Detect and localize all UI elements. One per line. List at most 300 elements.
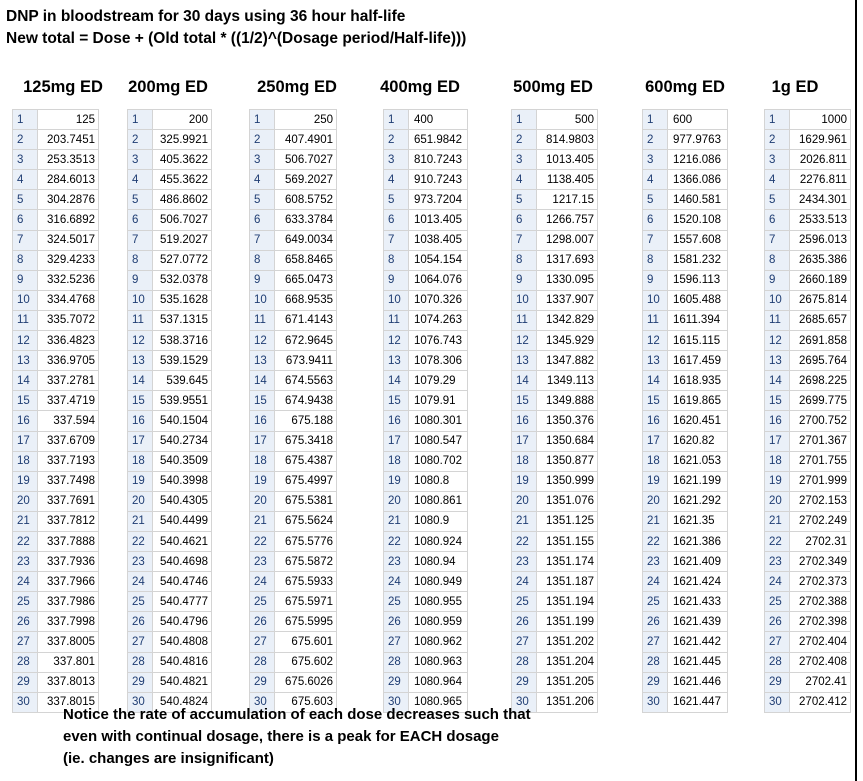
table-row <box>384 451 468 471</box>
table-500mg <box>511 109 598 713</box>
row-index: 20 <box>512 491 537 511</box>
dose-total-cell: 675.5872 <box>275 552 337 572</box>
header-200mg: 200mg ED <box>128 78 208 96</box>
dose-total-cell: 1079.91 <box>409 391 468 411</box>
table-row <box>643 552 728 572</box>
dose-total-cell: 325.9921 <box>153 130 212 150</box>
dose-total-cell: 1080.924 <box>409 531 468 551</box>
dose-total-cell: 539.9551 <box>153 391 212 411</box>
table-row <box>512 592 598 612</box>
table-row <box>250 150 337 170</box>
dose-total-cell: 407.4901 <box>275 130 337 150</box>
row-index: 6 <box>128 210 153 230</box>
row-index: 2 <box>643 130 668 150</box>
row-index: 15 <box>643 391 668 411</box>
table-row <box>13 290 99 310</box>
header-500mg: 500mg ED <box>513 78 593 96</box>
table-row <box>128 230 212 250</box>
row-index: 22 <box>13 531 38 551</box>
dose-total-cell: 658.8465 <box>275 250 337 270</box>
table-row <box>128 391 212 411</box>
note-line-3: (ie. changes are insignificant) <box>63 750 274 767</box>
table-row <box>384 471 468 491</box>
table-row <box>512 190 598 210</box>
dose-total-cell: 1351.125 <box>537 511 598 531</box>
dose-total-cell: 337.7936 <box>38 552 99 572</box>
dose-total-cell: 337.2781 <box>38 371 99 391</box>
row-index: 17 <box>765 431 790 451</box>
table-row <box>128 170 212 190</box>
table-row <box>512 391 598 411</box>
row-index: 10 <box>128 290 153 310</box>
dose-total-cell: 1350.877 <box>537 451 598 471</box>
table-row <box>13 672 99 692</box>
row-index: 17 <box>128 431 153 451</box>
table-row <box>765 290 851 310</box>
table-row <box>765 531 851 551</box>
dose-total-cell: 1350.999 <box>537 471 598 491</box>
table-row <box>13 592 99 612</box>
table-400mg <box>383 109 468 713</box>
table-row <box>13 170 99 190</box>
dose-total-cell: 337.7998 <box>38 612 99 632</box>
dose-total-cell: 1351.076 <box>537 491 598 511</box>
table-row <box>128 250 212 270</box>
dose-total-cell: 675.601 <box>275 632 337 652</box>
dose-total-cell: 1349.113 <box>537 371 598 391</box>
dose-total-cell: 1330.095 <box>537 270 598 290</box>
header-400mg: 400mg ED <box>380 78 460 96</box>
dose-total-cell: 337.801 <box>38 652 99 672</box>
dose-total-cell: 1621.386 <box>668 531 728 551</box>
table-row <box>13 491 99 511</box>
dose-total-cell: 1080.547 <box>409 431 468 451</box>
table-row <box>13 552 99 572</box>
row-index: 13 <box>765 351 790 371</box>
row-index: 13 <box>384 351 409 371</box>
table-row <box>765 331 851 351</box>
dose-total-cell: 538.3716 <box>153 331 212 351</box>
table-row <box>512 612 598 632</box>
row-index: 25 <box>128 592 153 612</box>
table-row <box>13 511 99 531</box>
table-row <box>250 310 337 330</box>
dose-total-cell: 2702.41 <box>790 672 851 692</box>
row-index: 19 <box>128 471 153 491</box>
row-index: 18 <box>384 451 409 471</box>
row-index: 16 <box>765 411 790 431</box>
dose-total-cell: 335.7072 <box>38 310 99 330</box>
table-200mg <box>127 109 212 713</box>
right-border-line <box>855 0 857 781</box>
table-row <box>512 511 598 531</box>
row-index: 8 <box>128 250 153 270</box>
row-index: 18 <box>128 451 153 471</box>
row-index: 30 <box>384 692 409 712</box>
table-row <box>250 230 337 250</box>
dose-total-cell: 1347.882 <box>537 351 598 371</box>
row-index: 7 <box>384 230 409 250</box>
dose-total-cell: 337.7193 <box>38 451 99 471</box>
row-index: 4 <box>13 170 38 190</box>
row-index: 2 <box>384 130 409 150</box>
table-row <box>128 612 212 632</box>
table-row <box>128 130 212 150</box>
row-index: 12 <box>13 331 38 351</box>
dose-total-cell: 253.3513 <box>38 150 99 170</box>
dose-total-cell: 1621.445 <box>668 652 728 672</box>
table-row <box>643 431 728 451</box>
row-index: 11 <box>643 310 668 330</box>
table-row <box>512 451 598 471</box>
dose-total-cell: 2695.764 <box>790 351 851 371</box>
table-row <box>13 451 99 471</box>
dose-total-cell: 535.1628 <box>153 290 212 310</box>
dose-total-cell: 2702.398 <box>790 612 851 632</box>
row-index: 7 <box>128 230 153 250</box>
table-row <box>765 230 851 250</box>
table-row <box>643 110 728 130</box>
table-row <box>128 270 212 290</box>
dose-total-cell: 1217.15 <box>537 190 598 210</box>
dose-total-cell: 506.7027 <box>153 210 212 230</box>
table-row <box>643 451 728 471</box>
row-index: 29 <box>512 672 537 692</box>
table-row <box>384 511 468 531</box>
row-index: 13 <box>512 351 537 371</box>
table-row <box>250 451 337 471</box>
row-index: 5 <box>512 190 537 210</box>
row-index: 25 <box>512 592 537 612</box>
row-index: 3 <box>128 150 153 170</box>
dose-total-cell: 1351.199 <box>537 612 598 632</box>
table-row <box>643 210 728 230</box>
row-index: 9 <box>765 270 790 290</box>
dose-total-cell: 1080.301 <box>409 411 468 431</box>
dose-total-cell: 540.3509 <box>153 451 212 471</box>
table-125mg <box>12 109 99 713</box>
table-row <box>13 150 99 170</box>
row-index: 15 <box>128 391 153 411</box>
dose-total-cell: 337.7812 <box>38 511 99 531</box>
table-row <box>765 351 851 371</box>
row-index: 3 <box>384 150 409 170</box>
table-row <box>384 110 468 130</box>
dose-total-cell: 1013.405 <box>409 210 468 230</box>
dose-total-cell: 2434.301 <box>790 190 851 210</box>
dose-total-cell: 1351.194 <box>537 592 598 612</box>
dose-total-cell: 336.9705 <box>38 351 99 371</box>
table-row <box>384 190 468 210</box>
row-index: 23 <box>643 552 668 572</box>
row-index: 3 <box>643 150 668 170</box>
table-row <box>250 290 337 310</box>
table-row <box>250 170 337 190</box>
row-index: 9 <box>384 270 409 290</box>
dose-total-cell: 532.0378 <box>153 270 212 290</box>
table-row <box>384 411 468 431</box>
row-index: 21 <box>128 511 153 531</box>
table-1g <box>764 109 851 713</box>
table-row <box>13 632 99 652</box>
table-row <box>512 170 598 190</box>
table-row <box>512 210 598 230</box>
table-row <box>512 150 598 170</box>
table-row <box>643 692 728 712</box>
table-row <box>384 592 468 612</box>
row-index: 9 <box>250 270 275 290</box>
row-index: 30 <box>13 692 38 712</box>
dose-total-cell: 1621.447 <box>668 692 728 712</box>
dose-total-cell: 334.4768 <box>38 290 99 310</box>
row-index: 9 <box>128 270 153 290</box>
row-index: 16 <box>384 411 409 431</box>
table-row <box>384 230 468 250</box>
dose-total-cell: 537.1315 <box>153 310 212 330</box>
dose-total-cell: 329.4233 <box>38 250 99 270</box>
dose-total-cell: 675.188 <box>275 411 337 431</box>
row-index: 9 <box>643 270 668 290</box>
row-index: 15 <box>384 391 409 411</box>
row-index: 26 <box>128 612 153 632</box>
dose-total-cell: 1351.174 <box>537 552 598 572</box>
dose-total-cell: 2698.225 <box>790 371 851 391</box>
dose-total-cell: 1054.154 <box>409 250 468 270</box>
table-row <box>765 310 851 330</box>
row-index: 12 <box>643 331 668 351</box>
header-600mg: 600mg ED <box>645 78 725 96</box>
row-index: 7 <box>250 230 275 250</box>
dose-total-cell: 337.7888 <box>38 531 99 551</box>
dose-total-cell: 1621.35 <box>668 511 728 531</box>
row-index: 20 <box>13 491 38 511</box>
dose-total-cell: 337.594 <box>38 411 99 431</box>
table-row <box>13 411 99 431</box>
row-index: 22 <box>765 531 790 551</box>
table-row <box>384 431 468 451</box>
dose-total-cell: 1621.053 <box>668 451 728 471</box>
dose-total-cell: 1266.757 <box>537 210 598 230</box>
dose-total-cell: 973.7204 <box>409 190 468 210</box>
row-index: 19 <box>512 471 537 491</box>
dose-total-cell: 527.0772 <box>153 250 212 270</box>
dose-total-cell: 2276.811 <box>790 170 851 190</box>
row-index: 18 <box>512 451 537 471</box>
row-index: 20 <box>643 491 668 511</box>
table-row <box>128 310 212 330</box>
row-index: 19 <box>384 471 409 491</box>
row-index: 12 <box>128 331 153 351</box>
table-row <box>250 351 337 371</box>
dose-total-cell: 668.9535 <box>275 290 337 310</box>
row-index: 27 <box>128 632 153 652</box>
dose-total-cell: 675.603 <box>275 692 337 712</box>
table-row <box>13 431 99 451</box>
table-row <box>128 290 212 310</box>
row-index: 29 <box>765 672 790 692</box>
table-row <box>512 351 598 371</box>
table-row <box>384 672 468 692</box>
row-index: 21 <box>512 511 537 531</box>
dose-total-cell: 1611.394 <box>668 310 728 330</box>
table-row <box>250 652 337 672</box>
row-index: 20 <box>250 491 275 511</box>
dose-total-cell: 2635.386 <box>790 250 851 270</box>
dose-total-cell: 1216.086 <box>668 150 728 170</box>
dose-total-cell: 1621.446 <box>668 672 728 692</box>
row-index: 25 <box>13 592 38 612</box>
row-index: 12 <box>765 331 790 351</box>
dose-total-cell: 1080.861 <box>409 491 468 511</box>
dose-total-cell: 633.3784 <box>275 210 337 230</box>
dose-total-cell: 284.6013 <box>38 170 99 190</box>
table-row <box>512 371 598 391</box>
row-index: 25 <box>384 592 409 612</box>
table-row <box>250 130 337 150</box>
table-row <box>250 391 337 411</box>
table-row <box>765 130 851 150</box>
table-row <box>250 250 337 270</box>
row-index: 30 <box>512 692 537 712</box>
dose-total-cell: 1581.232 <box>668 250 728 270</box>
dose-total-cell: 1351.187 <box>537 572 598 592</box>
dose-total-cell: 1298.007 <box>537 230 598 250</box>
dose-total-cell: 1349.888 <box>537 391 598 411</box>
dose-total-cell: 675.6026 <box>275 672 337 692</box>
table-row <box>512 552 598 572</box>
row-index: 26 <box>13 612 38 632</box>
dose-total-cell: 400 <box>409 110 468 130</box>
row-index: 1 <box>384 110 409 130</box>
row-index: 28 <box>13 652 38 672</box>
dose-total-cell: 125 <box>38 110 99 130</box>
row-index: 30 <box>128 692 153 712</box>
row-index: 6 <box>250 210 275 230</box>
dose-total-cell: 540.4305 <box>153 491 212 511</box>
table-row <box>765 511 851 531</box>
table-row <box>13 310 99 330</box>
dose-total-cell: 1076.743 <box>409 331 468 351</box>
dose-total-cell: 405.3622 <box>153 150 212 170</box>
table-600mg <box>642 109 728 713</box>
dose-total-cell: 2702.249 <box>790 511 851 531</box>
row-index: 14 <box>512 371 537 391</box>
table-row <box>128 451 212 471</box>
row-index: 20 <box>128 491 153 511</box>
dose-total-cell: 1080.963 <box>409 652 468 672</box>
row-index: 8 <box>765 250 790 270</box>
dose-total-cell: 1351.204 <box>537 652 598 672</box>
table-row <box>384 130 468 150</box>
dose-total-cell: 675.5933 <box>275 572 337 592</box>
row-index: 13 <box>643 351 668 371</box>
row-index: 17 <box>643 431 668 451</box>
table-row <box>643 471 728 491</box>
row-index: 2 <box>13 130 38 150</box>
table-row <box>643 612 728 632</box>
dose-total-cell: 675.5624 <box>275 511 337 531</box>
dose-total-cell: 810.7243 <box>409 150 468 170</box>
row-index: 4 <box>765 170 790 190</box>
table-row <box>512 431 598 451</box>
table-row <box>128 110 212 130</box>
table-row <box>250 210 337 230</box>
row-index: 2 <box>765 130 790 150</box>
row-index: 8 <box>13 250 38 270</box>
table-row <box>765 250 851 270</box>
dose-total-cell: 2026.811 <box>790 150 851 170</box>
dose-total-cell: 675.5995 <box>275 612 337 632</box>
dose-total-cell: 1621.292 <box>668 491 728 511</box>
table-row <box>512 411 598 431</box>
header-125mg: 125mg ED <box>23 78 103 96</box>
table-row <box>128 531 212 551</box>
dose-total-cell: 651.9842 <box>409 130 468 150</box>
table-row <box>128 351 212 371</box>
table-row <box>13 230 99 250</box>
table-row <box>13 531 99 551</box>
dose-total-cell: 1605.488 <box>668 290 728 310</box>
table-row <box>13 652 99 672</box>
table-row <box>13 130 99 150</box>
row-index: 6 <box>384 210 409 230</box>
row-index: 1 <box>250 110 275 130</box>
row-index: 21 <box>250 511 275 531</box>
table-row <box>250 431 337 451</box>
dose-total-cell: 2675.814 <box>790 290 851 310</box>
table-row <box>643 371 728 391</box>
dose-total-cell: 540.4796 <box>153 612 212 632</box>
dose-total-cell: 1460.581 <box>668 190 728 210</box>
table-row <box>643 270 728 290</box>
table-row <box>765 391 851 411</box>
table-row <box>250 190 337 210</box>
formula-line: New total = Dose + (Old total * ((1/2)^(Dosage period/Half-life))) <box>6 30 467 47</box>
dose-total-cell: 539.1529 <box>153 351 212 371</box>
table-row <box>128 431 212 451</box>
dose-total-cell: 1138.405 <box>537 170 598 190</box>
dose-total-cell: 2702.412 <box>790 692 851 712</box>
row-index: 14 <box>250 371 275 391</box>
dose-total-cell: 675.4387 <box>275 451 337 471</box>
row-index: 16 <box>128 411 153 431</box>
dose-total-cell: 1064.076 <box>409 270 468 290</box>
dose-total-cell: 1520.108 <box>668 210 728 230</box>
dose-total-cell: 1621.409 <box>668 552 728 572</box>
table-row <box>765 471 851 491</box>
dose-total-cell: 600 <box>668 110 728 130</box>
row-index: 7 <box>643 230 668 250</box>
row-index: 27 <box>643 632 668 652</box>
table-row <box>384 572 468 592</box>
dose-total-cell: 1080.949 <box>409 572 468 592</box>
dose-total-cell: 1080.955 <box>409 592 468 612</box>
row-index: 29 <box>250 672 275 692</box>
table-row <box>13 250 99 270</box>
row-index: 14 <box>765 371 790 391</box>
table-row <box>128 210 212 230</box>
table-row <box>384 491 468 511</box>
row-index: 13 <box>250 351 275 371</box>
table-row <box>13 110 99 130</box>
dose-total-cell: 675.4997 <box>275 471 337 491</box>
row-index: 10 <box>512 290 537 310</box>
table-row <box>512 290 598 310</box>
row-index: 2 <box>250 130 275 150</box>
dose-total-cell: 1038.405 <box>409 230 468 250</box>
table-row <box>765 592 851 612</box>
table-row <box>128 511 212 531</box>
